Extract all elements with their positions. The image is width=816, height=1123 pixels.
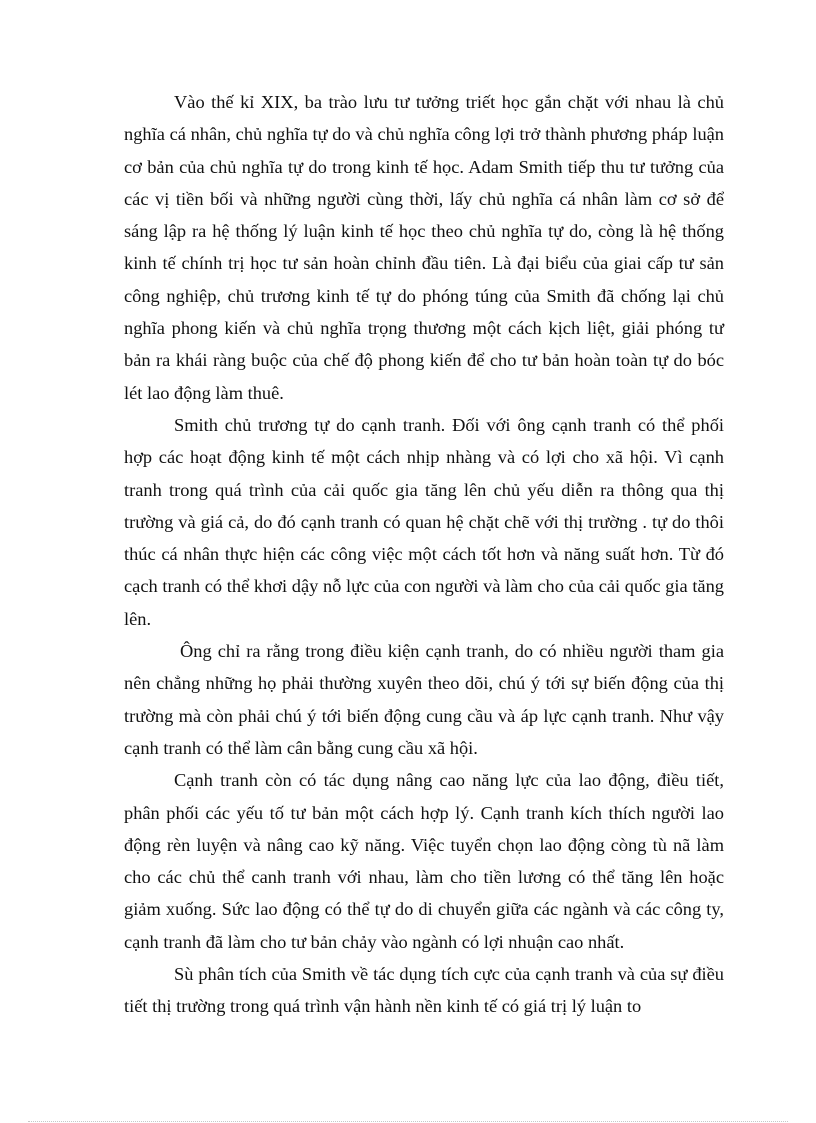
- paragraph-4: Cạnh tranh còn có tác dụng nâng cao năng lực của lao động, điều tiết, phân phối các yếu tố tư bản một cách hợp lý. Cạnh tranh kích thích người lao động rèn luyện và nâng cao kỹ năng. Việc tuyển chọn lao động còng tù nã làm cho các chủ thể canh tranh với nhau, làm cho tiền lương có thể tăng lên hoặc giảm xuống. Sức lao động có thể tự do di chuyển giữa các ngành và các công ty, cạnh tranh đã làm cho tư bản chảy vào ngành có lợi nhuận cao nhất.: [124, 770, 724, 952]
- paragraph-1: Vào thế kỉ XIX, ba trào lưu tư tưởng triết học gắn chặt với nhau là chủ nghĩa cá nhân, chủ nghĩa tự do và chủ nghĩa công lợi trở thành phương pháp luận cơ bản của chủ nghĩa tự do trong kinh tế học. Adam Smith tiếp thu tư tưởng của các vị tiền bối và những người cùng thời, lấy chủ nghĩa cá nhân làm cơ sở để sáng lập ra hệ thống lý luận kinh tế học theo chủ nghĩa tự do, còng là hệ thống kinh tế chính trị học tư sản hoàn chỉnh đầu tiên. Là đại biểu của giai cấp tư sản công nghiệp, chủ trương kinh tế tự do phóng túng của Smith đã chống lại chủ nghĩa phong kiến và chủ nghĩa trọng thương một cách kịch liệt, giải phóng tư bản ra khái ràng buộc của chế độ phong kiến để cho tư bản hoàn toàn tự do bóc lét lao động làm thuê.: [124, 92, 724, 403]
- document-body: [124, 86, 724, 1023]
- page-bottom-divider: [28, 1121, 788, 1122]
- paragraph-2: Smith chủ trương tự do cạnh tranh. Đối với ông cạnh tranh có thể phối hợp các hoạt động kinh tế một cách nhịp nhàng và có lợi cho xã hội. Vì cạnh tranh trong quá trình của cải quốc gia tăng lên chủ yếu diễn ra thông qua thị trường và giá cả, do đó cạnh tranh có quan hệ chặt chẽ với thị trường . tự do thôi thúc cá nhân thực hiện các công việc một cách tốt hơn và năng suất hơn. Từ đó cạch tranh có thể khơi dậy nỗ lực của con người và làm cho của cải quốc gia tăng lên.: [124, 414, 724, 629]
- paragraph-3: Ông chỉ ra rằng trong điều kiện cạnh tranh, do có nhiều người tham gia nên chẳng những họ phải thường xuyên theo dõi, chú ý tới sự biến động của thị trường mà còn phải chú ý tới biến động cung cầu và áp lực cạnh tranh. Như vậy cạnh tranh có thể làm cân bằng cung cầu xã hội.: [124, 641, 724, 758]
- paragraph-5: Sù phân tích của Smith về tác dụng tích cực của cạnh tranh và của sự điều tiết thị trường trong quá trình vận hành nền kinh tế có giá trị lý luận to: [124, 964, 724, 1017]
